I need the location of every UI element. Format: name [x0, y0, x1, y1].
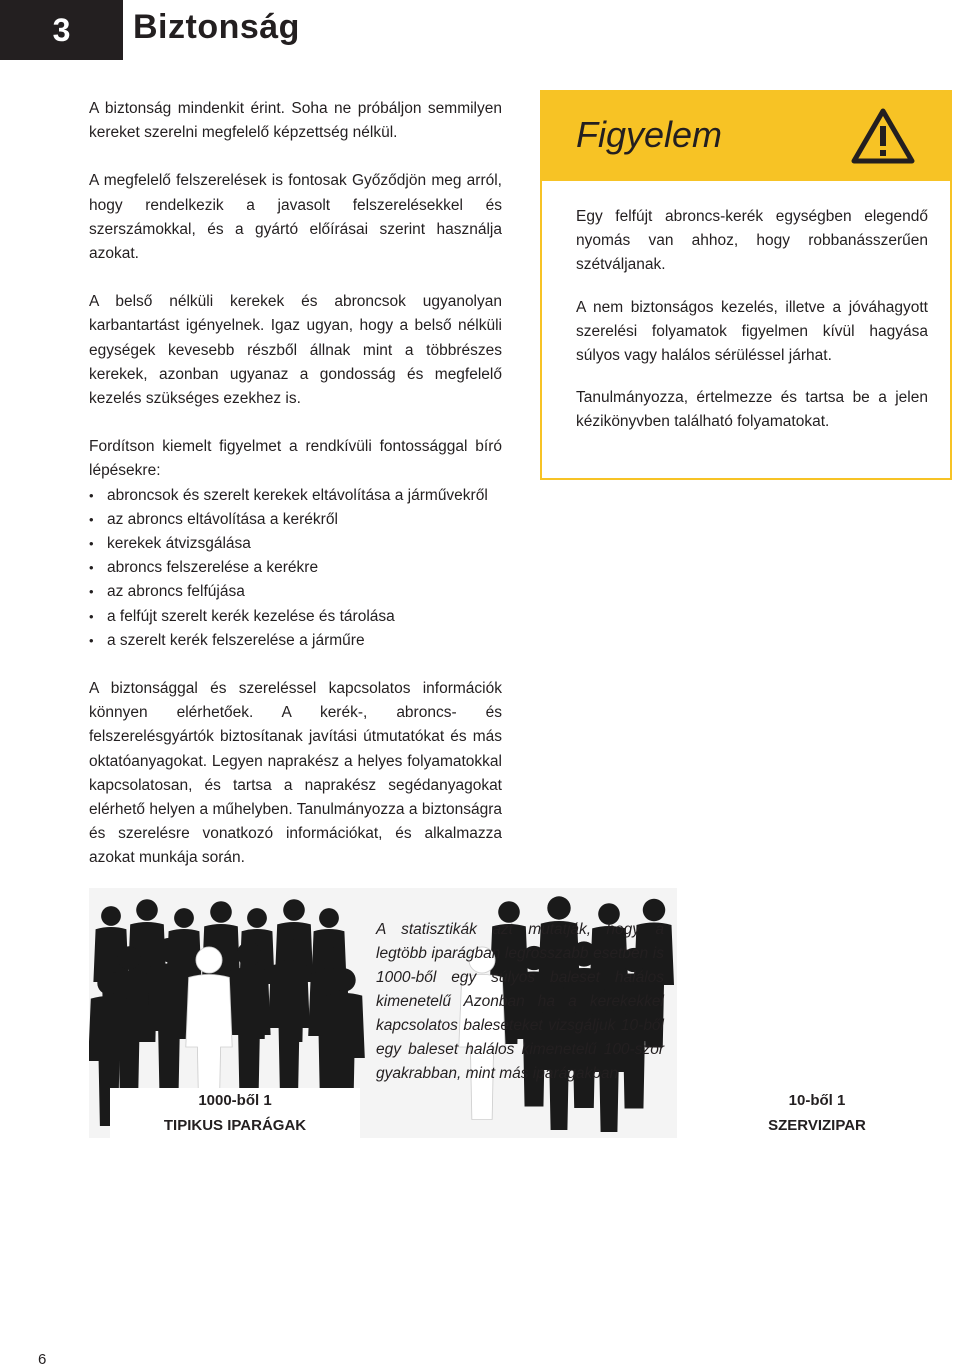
warning-paragraph: Tanulmányozza, értelmezze és tartsa be a jelen kézikönyvben található folyamatokat.: [576, 389, 928, 431]
label-ratio: 10-ből 1: [788, 1092, 846, 1109]
paragraph-tubeless: A belső nélküli kerekek és abroncsok ugyanolyan karbantartást igényelnek. Igaz ugyan, hogy a belső nélküli egységek kevesebb részből állnak mint a többrészes kerekek, azonban ugyanaz a gondosság és megfelelő kezelés szükséges ezekhez is.: [89, 293, 502, 408]
paragraph-steps-intro: Fordítson kiemelt figyelmet a rendkívüli fontossággal bíró lépésekre:: [89, 438, 502, 480]
paragraph-intro: A biztonság mindenkit érint. Soha ne próbáljon semmilyen kereket szerelni megfelelő képzettség nélkül.: [89, 100, 502, 142]
warning-triangle-icon: [850, 107, 916, 165]
statistics-text: A statisztikák azt mutatják, hogy a legtöbb iparágban legrosszabb esetben is 1000-ből egy súlyos baleset halálos kimenetelű Azonban ha a kerekekkel kapcsolatos baleseteket vizsgáljuk 10-ből egy baleset halálos kimenetelű 100-szor gyakrabban, mint más iparágakban: [376, 921, 664, 1082]
steps-list: [89, 484, 502, 653]
warning-box: [540, 90, 952, 480]
label-ratio: 1000-ből 1: [198, 1092, 272, 1109]
paragraph-information: A biztonsággal és szereléssel kapcsolatos információk könnyen elérhetőek. A kerék-, abroncs- és felszerelésgyártók biztosítanak javítási útmutatókat és más oktatóanyagokat. Legyen naprakész a helyes folyamatokkal kapcsolatosan, és tartsa a naprakész segédanyagokat elérhető helyen a műhelyben. Tanulmányozza a biztonságra és szerelésre vonatkozó információkat, és alkalmazza azokat munkája során.: [89, 680, 502, 867]
typical-industries-label: [110, 1088, 360, 1138]
list-item: • a szerelt kerék felszerelése a járműre: [89, 629, 502, 653]
list-item: • kerekek átvizsgálása: [89, 532, 502, 556]
page-title: Biztonság: [133, 8, 300, 46]
label-caption: TIPIKUS IPARÁGAK: [163, 1117, 307, 1134]
list-item: • abroncsok és szerelt kerekek eltávolítása a járművekről: [89, 484, 502, 508]
warning-header: [542, 92, 950, 181]
main-text-column: [89, 97, 502, 895]
service-industry-label: [718, 1088, 916, 1138]
list-item: • a felfújt szerelt kerék kezelése és tárolása: [89, 605, 502, 629]
warning-paragraph: Egy felfújt abroncs-kerék egységben elegendő nyomás van ahhoz, hogy robbanásszerűen szétváljanak.: [576, 208, 928, 274]
list-item: • abroncs felszerelése a kerékre: [89, 556, 502, 580]
warning-title: Figyelem: [576, 114, 723, 155]
list-item: • az abroncs felfújása: [89, 580, 502, 604]
list-item: • az abroncs eltávolítása a kerékről: [89, 508, 502, 532]
warning-paragraph: A nem biztonságos kezelés, illetve a jóváhagyott szerelési folyamatok figyelmen kívül hagyása súlyos vagy halálos sérüléssel járhat.: [576, 298, 928, 365]
warning-body: [542, 181, 950, 435]
chapter-number: 3: [0, 0, 123, 60]
label-caption: SZERVIZIPAR: [768, 1117, 866, 1134]
page-number: 6: [38, 1351, 47, 1368]
paragraph-equipment: A megfelelő felszerelések is fontosak Győződjön meg arról, hogy rendelkezik a javasolt felszerelésekkel és szerszámokkal, és a gyártó előírásai szerint használja azokat.: [89, 172, 502, 263]
